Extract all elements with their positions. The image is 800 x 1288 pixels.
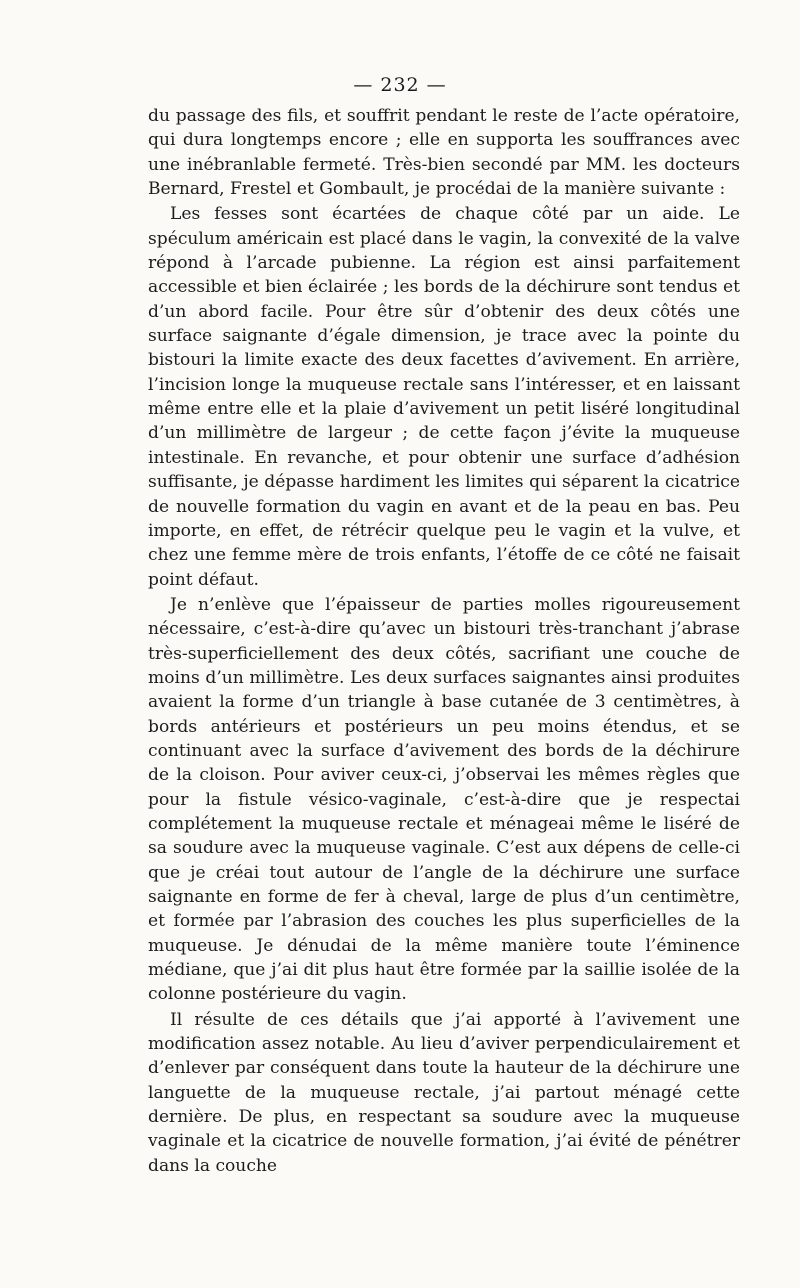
paragraph-1: du passage des fils, et souffrit pendant le reste de l’acte opératoire, qui dura longtemps encore ; elle en supporta les souffrances avec une inébranlable fermeté. Très-bien secondé par MM. les docteurs Bernard, Frestel et Gombault, je procédai de la manière suivante : bbox=[148, 106, 740, 200]
page-number: — 232 — bbox=[353, 74, 447, 96]
paragraph-2: Les fesses sont écartées de chaque côté par un aide. Le spéculum américain est placé dans le vagin, la convexité de la valve répond à l’arcade pubienne. La région est ainsi parfaitement accessible et bien éclairée ; les bords de la déchirure sont tendus et d’un abord facile. Pour être sûr d’obtenir des deux côtés une surface saignante d’égale dimension, je trace avec la pointe du bistouri la limite exacte des deux facettes d’avivement. En arrière, l’incision longe la muqueuse rectale sans l’intéresser, et en laissant même entre elle et la plaie d’avivement un petit liséré longitudinal d’un millimètre de largeur ; de cette façon j’évite la muqueuse intestinale. En revanche, et pour obtenir une surface d’adhésion suffisante, je dépasse hardiment les limites qui séparent la cicatrice de nouvelle formation du vagin en avant et de la peau en bas. Peu importe, en effet, de rétrécir quelque peu le vagin et la vulve, et chez une femme mère de trois enfants, l’étoffe de ce côté ne faisait point défaut. bbox=[148, 204, 740, 590]
paragraph-4: Il résulte de ces détails que j’ai apporté à l’avivement une modification assez notable. Au lieu d’aviver perpendiculairement et d’enlever par conséquent dans toute la hauteur de la déchirure une languette de la muqueuse rectale, j’ai partout ménagé cette dernière. De plus, en respectant sa soudure avec la muqueuse vaginale et la cicatrice de nouvelle formation, j’ai évité de pénétrer dans la couche bbox=[148, 1009, 740, 1176]
paragraph-3: Je n’enlève que l’épaisseur de parties molles rigoureusement nécessaire, c’est-à-dire qu’avec un bistouri très-tranchant j’abrase très-superficiellement des deux côtés, sacrifiant une couche de moins d’un millimètre. Les deux surfaces saignantes ainsi produites avaient la forme d’un triangle à base cutanée de 3 centimètres, à bords antérieurs et postérieurs un peu moins étendus, et se continuant avec la surface d’avivement des bords de la déchirure de la cloison. Pour aviver ceux-ci, j’observai les mêmes règles que pour la fistule vésico-vaginale, c’est-à-dire que je respectai complétement la muqueuse rectale et ménageai même le liséré de sa soudure avec la muqueuse vaginale. C’est aux dépens de celle-ci que je créai tout autour de l’angle de la déchirure une surface saignante en forme de fer à cheval, large de plus d’un centimètre, et formée par l’abrasion des couches les plus superficielles de la muqueuse. Je dénudai de la même manière toute l’éminence médiane, que j’ai dit plus haut être formée par la saillie isolée de la colonne postérieure du vagin. bbox=[148, 594, 740, 1005]
body-text bbox=[148, 104, 740, 1178]
